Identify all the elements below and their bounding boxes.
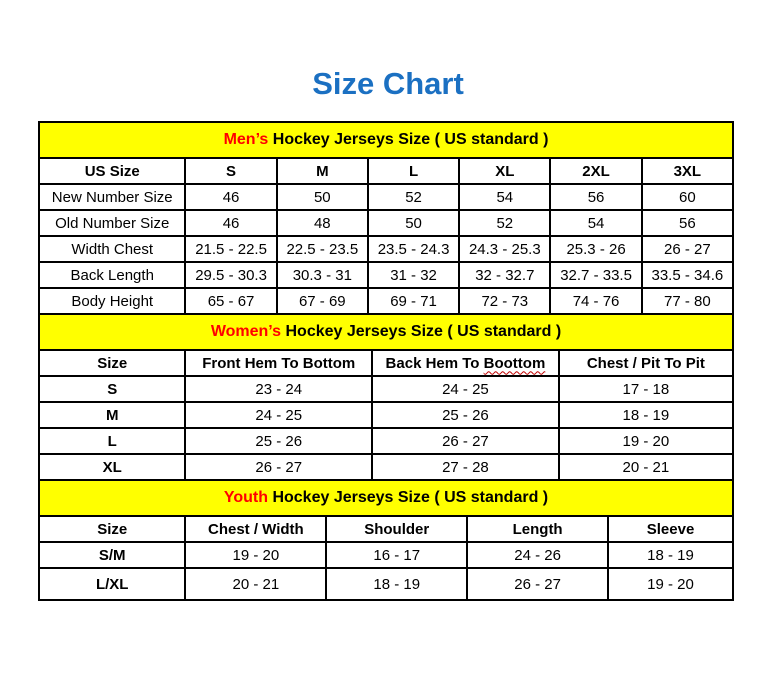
size-value-cell: 69 - 71	[368, 288, 459, 314]
size-value-cell: 74 - 76	[550, 288, 641, 314]
womens-column-header	[559, 350, 733, 376]
row-label: M	[39, 402, 185, 428]
size-value-cell: 19 - 20	[185, 542, 326, 568]
size-value-cell: 65 - 67	[185, 288, 276, 314]
page-title: Size Chart	[312, 66, 464, 101]
size-value-cell: 23.5 - 24.3	[368, 236, 459, 262]
size-value-cell: 46	[185, 184, 276, 210]
size-value-cell: 24.3 - 25.3	[459, 236, 550, 262]
column-header-label: S	[226, 162, 237, 180]
size-value-cell: 27 - 28	[372, 454, 559, 480]
column-header-label: US Size	[84, 162, 140, 180]
size-value-cell: 54	[550, 210, 641, 236]
size-value-cell: 26 - 27	[185, 454, 372, 480]
womens-section-title	[39, 314, 733, 350]
size-value-cell: 50	[277, 184, 368, 210]
column-header-label: XL	[495, 162, 515, 180]
size-value-cell: 22.5 - 23.5	[277, 236, 368, 262]
size-value-cell: 18 - 19	[608, 542, 733, 568]
size-value-cell: 20 - 21	[185, 568, 326, 600]
size-value-cell: 30.3 - 31	[277, 262, 368, 288]
size-value-cell: 25.3 - 26	[550, 236, 641, 262]
size-value-cell: 54	[459, 184, 550, 210]
womens-section-title-highlight: Women’s	[210, 323, 282, 340]
size-value-cell: 26 - 27	[642, 236, 733, 262]
size-value-cell: 60	[642, 184, 733, 210]
column-header-label: Shoulder	[364, 520, 430, 538]
size-chart-tables	[38, 121, 734, 601]
size-value-cell: 24 - 26	[467, 542, 608, 568]
misspelled-word: Boottom	[483, 354, 546, 372]
size-value-cell: 29.5 - 30.3	[185, 262, 276, 288]
mens-section-title	[39, 122, 733, 158]
mens-column-header	[459, 158, 550, 184]
size-value-cell: 21.5 - 22.5	[185, 236, 276, 262]
youth-header-row	[39, 516, 733, 542]
size-value-cell: 32.7 - 33.5	[550, 262, 641, 288]
column-header-label: Size	[97, 520, 128, 538]
mens-header-row	[39, 158, 733, 184]
column-header-label: 3XL	[673, 162, 702, 180]
size-value-cell: 50	[368, 210, 459, 236]
column-header-label: Chest / Width	[208, 520, 304, 538]
size-value-cell: 72 - 73	[459, 288, 550, 314]
column-header-label: 2XL	[582, 162, 610, 180]
column-header-label: Sleeve	[646, 520, 695, 538]
mens-section-title-highlight: Men’s	[223, 131, 269, 148]
mens-column-header	[550, 158, 641, 184]
row-label: S/M	[39, 542, 185, 568]
mens-section-title-rest: Hockey Jerseys Size ( US standard )	[268, 131, 549, 148]
youth-table-row	[39, 568, 733, 600]
row-label: S	[39, 376, 185, 402]
womens-header-row	[39, 350, 733, 376]
column-header-label: Length	[512, 520, 563, 538]
mens-size-table	[38, 121, 734, 315]
size-value-cell: 31 - 32	[368, 262, 459, 288]
youth-column-header	[326, 516, 467, 542]
size-value-cell: 52	[459, 210, 550, 236]
size-value-cell: 56	[642, 210, 733, 236]
size-value-cell: 23 - 24	[185, 376, 372, 402]
size-value-cell: 17 - 18	[559, 376, 733, 402]
size-value-cell: 26 - 27	[372, 428, 559, 454]
youth-column-header	[39, 516, 185, 542]
row-label: New Number Size	[39, 184, 185, 210]
womens-size-table	[38, 313, 734, 481]
size-value-cell: 26 - 27	[467, 568, 608, 600]
size-value-cell: 19 - 20	[608, 568, 733, 600]
womens-table-row	[39, 376, 733, 402]
womens-column-header	[39, 350, 185, 376]
mens-table-row	[39, 262, 733, 288]
column-header-label: Chest / Pit To Pit	[586, 354, 705, 372]
column-header-label: Size	[97, 354, 128, 372]
size-value-cell: 46	[185, 210, 276, 236]
mens-column-header	[185, 158, 276, 184]
youth-column-header	[185, 516, 326, 542]
size-value-cell: 32 - 32.7	[459, 262, 550, 288]
size-value-cell: 56	[550, 184, 641, 210]
mens-section-band	[39, 122, 733, 158]
row-label: XL	[39, 454, 185, 480]
youth-column-header	[467, 516, 608, 542]
size-value-cell: 24 - 25	[372, 376, 559, 402]
womens-table-row	[39, 428, 733, 454]
womens-table-row	[39, 454, 733, 480]
mens-column-header	[368, 158, 459, 184]
row-label: L/XL	[39, 568, 185, 600]
column-header-label: M	[316, 162, 329, 180]
size-value-cell: 18 - 19	[559, 402, 733, 428]
youth-size-table	[38, 479, 734, 601]
womens-table-row	[39, 402, 733, 428]
size-value-cell: 19 - 20	[559, 428, 733, 454]
youth-section-band	[39, 480, 733, 516]
size-value-cell: 16 - 17	[326, 542, 467, 568]
column-header-label: Front Hem To Bottom	[202, 354, 356, 372]
womens-column-header	[185, 350, 372, 376]
youth-section-title-highlight: Youth	[223, 489, 268, 506]
size-value-cell: 67 - 69	[277, 288, 368, 314]
column-header-label: L	[408, 162, 419, 180]
size-value-cell: 20 - 21	[559, 454, 733, 480]
mens-table-row	[39, 236, 733, 262]
row-label: L	[39, 428, 185, 454]
womens-section-band	[39, 314, 733, 350]
size-value-cell: 25 - 26	[185, 428, 372, 454]
youth-section-title	[39, 480, 733, 516]
row-label: Body Height	[39, 288, 185, 314]
mens-table-row	[39, 184, 733, 210]
size-value-cell: 25 - 26	[372, 402, 559, 428]
mens-table-row	[39, 288, 733, 314]
mens-table-row	[39, 210, 733, 236]
size-value-cell: 52	[368, 184, 459, 210]
size-value-cell: 33.5 - 34.6	[642, 262, 733, 288]
mens-column-header	[642, 158, 733, 184]
size-value-cell: 77 - 80	[642, 288, 733, 314]
youth-column-header	[608, 516, 733, 542]
mens-column-header	[39, 158, 185, 184]
size-value-cell: 24 - 25	[185, 402, 372, 428]
size-value-cell: 48	[277, 210, 368, 236]
youth-section-title-rest: Hockey Jerseys Size ( US standard )	[268, 489, 549, 506]
row-label: Old Number Size	[39, 210, 185, 236]
row-label: Width Chest	[39, 236, 185, 262]
mens-column-header	[277, 158, 368, 184]
size-value-cell: 18 - 19	[326, 568, 467, 600]
womens-section-title-rest: Hockey Jerseys Size ( US standard )	[281, 323, 562, 340]
womens-column-header	[372, 350, 559, 376]
row-label: Back Length	[39, 262, 185, 288]
youth-table-row	[39, 542, 733, 568]
column-header-label: Back Hem To	[385, 354, 484, 372]
